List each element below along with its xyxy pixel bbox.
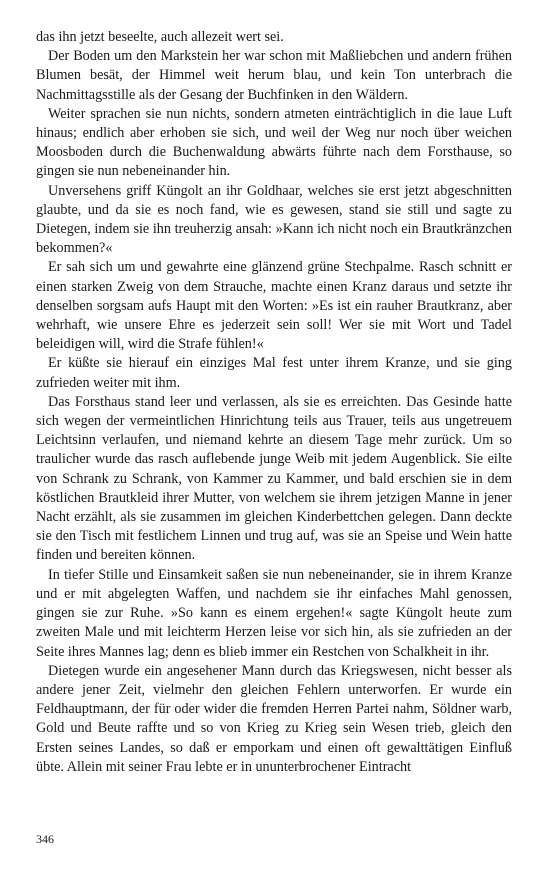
paragraph-2: Der Boden um den Markstein her war schon mit Maßliebchen und andern frühen Blumen besät, der Himmel weit herum blau, und kein Ton unterbrach die Nachmittagsstille als der Gesang der Buchfinken in den Wäldern. <box>36 48 512 103</box>
paragraph-3: Weiter sprachen sie nun nichts, sondern atmeten einträchtiglich in die laue Luft hinaus; endlich aber erhoben sie sich, und weil der Weg nur noch über weichen Moosboden durch die Buchenwaldung abwärts führte nach dem Forsthause, so gingen sie nun nebeneinander hin. <box>36 105 512 180</box>
paragraph-5: Er sah sich um und gewahrte eine glänzend grüne Stechpalme. Rasch schnitt er einen starken Zweig von dem Strauche, machte einen Kranz daraus und setzte ihr denselben sorgsam aufs Haupt mit den Worten: »Es ist ein rauher Brautkranz, aber wehrhaft, wie unsere Ehre es jederzeit sein soll! Wer sie mit Wort und Tadel beleidigen will, wird die Strafe fühlen!« <box>36 259 512 353</box>
body-text <box>36 28 512 777</box>
page-number: 346 <box>36 832 54 846</box>
paragraph-8: In tiefer Stille und Einsamkeit saßen sie nun nebeneinander, sie in ihrem Kranze und er mit abgelegten Waffen, und nachdem sie ihr einfaches Mahl genossen, gingen sie zur Ruhe. »So kann es einem ergehen!« sagte Küngolt heute zum zweiten Male und mit leichterm Herzen leise vor sich hin, als sie zufrieden an der Seite ihres Mannes lag; denn es blieb immer ein Restchen von Schalkheit in ihr. <box>36 566 512 660</box>
paragraph-9: Dietegen wurde ein angesehener Mann durch das Kriegswesen, nicht besser als andere jener Zeit, vielmehr den gleichen Fehlern unterworfen. Er wurde ein Feldhauptmann, der für oder wider die fremden Herren Partei nahm, Söldner warb, Gold und Beute raffte und so von Krieg zu Krieg sein Wesen trieb, gleich den Ersten seines Landes, so daß er emporkam und einen oft gewalttätigen Einfluß übte. Allein mit seiner Frau lebte er in ununterbrochener Eintracht <box>36 662 512 775</box>
paragraph-1: das ihn jetzt beseelte, auch allezeit wert sei. <box>36 29 284 45</box>
paragraph-4: Unversehens griff Küngolt an ihr Goldhaar, welches sie erst jetzt abgeschnitten glaubte, und da sie es noch fand, wie es gewesen, stand sie still und sagte zu Dietegen, indem sie ihn treuherzig ansah: »Kann ich nicht noch ein Brautkränzchen bekommen?« <box>36 182 512 257</box>
book-page <box>36 28 512 777</box>
paragraph-6: Er küßte sie hierauf ein einziges Mal fest unter ihrem Kranze, und sie ging zufrieden weiter mit ihm. <box>36 355 512 391</box>
paragraph-7: Das Forsthaus stand leer und verlassen, als sie es erreichten. Das Gesinde hatte sich wegen der vermeintlichen Hinrichtung teils aus Trauer, teils aus ungetreuem Leichtsinn verlaufen, und niemand kehrte an diesem Tage mehr zurück. Um so traulicher wurde das rasch auflebende junge Weib mit jedem Augenblick. Sie eilte von Schrank zu Schrank, von Kammer zu Kammer, und bald erschien sie in dem köstlichen Brautkleid ihrer Mutter, von welchem sie ihrem jetzigen Manne in jener Nacht erzählt, als sie zusammen im gleichen Kinderbettchen gelegen. Dann deckte sie den Tisch mit festlichem Linnen und trug auf, was sie an Speise und Wein hatte finden und bereiten können. <box>36 393 512 564</box>
